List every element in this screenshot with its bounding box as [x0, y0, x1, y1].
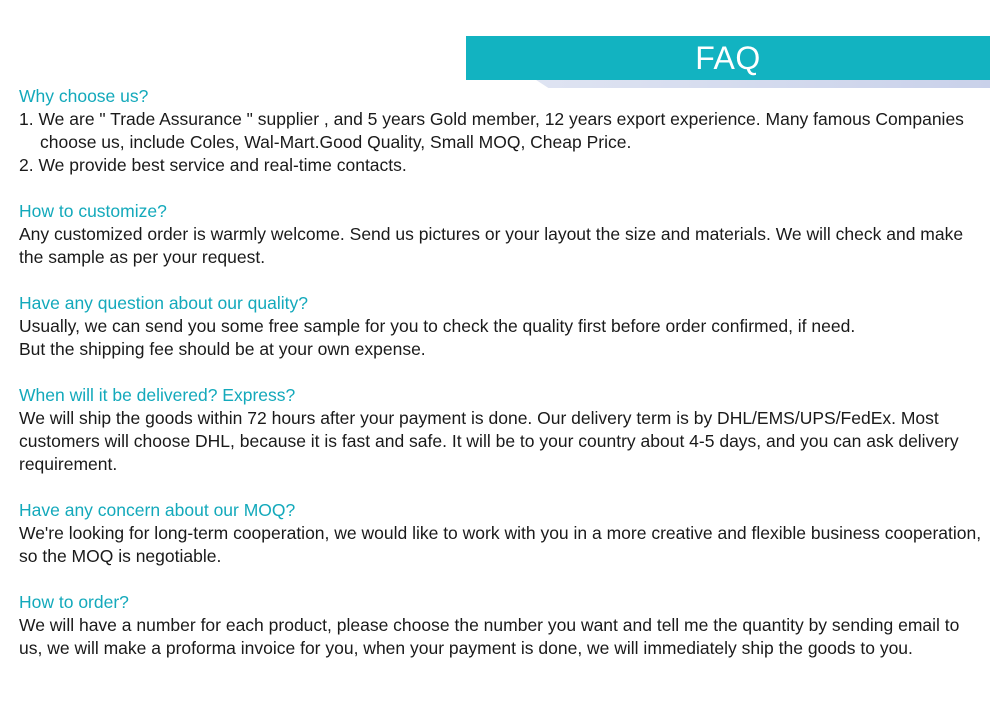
faq-answer-line: We will have a number for each product, please choose the number you want and tell me the quantity by sending email to us, we will make a proforma invoice for you, when your payment is done, we will immediately ship the goods to you. [19, 615, 960, 658]
faq-answer-line: We're looking for long-term cooperation, we would like to work with you in a more creative and flexible business cooperation, so the MOQ is negotiable. [19, 523, 982, 566]
faq-question: How to customize? [19, 201, 167, 221]
faq-question: How to order? [19, 592, 129, 612]
faq-answer-line: 2. We provide best service and real-time contacts. [19, 155, 407, 175]
faq-content [19, 85, 984, 683]
faq-answer [19, 522, 984, 568]
faq-answer-line: We will ship the goods within 72 hours after your payment is done. Our delivery term is by DHL/EMS/UPS/FedEx. Most customers will choose DHL, because it is fast and safe. It will be to your country about 4-5 days, and you can ask delivery requirement. [19, 408, 959, 474]
faq-answer-line: Usually, we can send you some free sample for you to check the quality first before order confirmed, if need. [19, 316, 856, 336]
faq-answer [19, 407, 984, 476]
faq-question: Have any question about our quality? [19, 293, 308, 313]
faq-answer [19, 108, 984, 177]
faq-question: Have any concern about our MOQ? [19, 500, 296, 520]
faq-question: When will it be delivered? Express? [19, 385, 296, 405]
faq-answer [19, 315, 984, 361]
faq-answer [19, 614, 984, 660]
faq-answer-line: But the shipping fee should be at your own expense. [19, 339, 426, 359]
faq-item-why-choose-us [19, 85, 984, 177]
faq-item-delivery [19, 384, 984, 476]
faq-item-how-to-order [19, 591, 984, 660]
faq-answer-line: Any customized order is warmly welcome. Send us pictures or your layout the size and materials. We will check and make the sample as per your request. [19, 224, 964, 267]
faq-header [466, 36, 990, 88]
faq-answer [19, 223, 984, 269]
faq-item-customize [19, 200, 984, 269]
faq-question: Why choose us? [19, 86, 149, 106]
faq-item-moq [19, 499, 984, 568]
faq-answer-line: 1. We are " Trade Assurance " supplier , and 5 years Gold member, 12 years export experience. Many famous Companies choose us, include Coles, Wal-Mart.Good Quality, Small MOQ, Cheap Price. [19, 109, 964, 152]
faq-title: FAQ [466, 36, 990, 80]
faq-item-quality [19, 292, 984, 361]
